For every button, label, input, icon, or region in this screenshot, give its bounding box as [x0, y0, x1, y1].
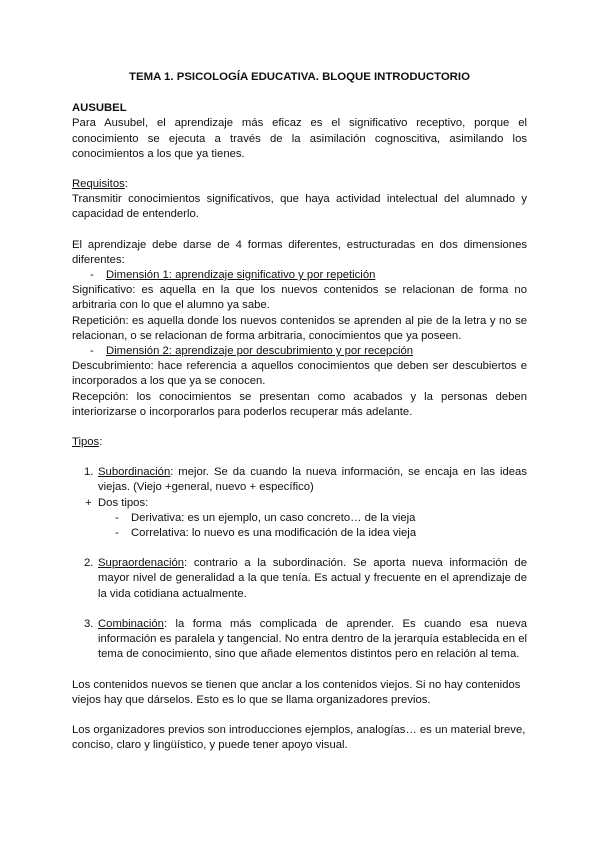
dimension-2-item	[72, 344, 527, 359]
dimension-1-label: Dimensión 1: aprendizaje significativo y por repetición	[106, 269, 376, 282]
tipo-supraordenacion-item	[72, 556, 527, 602]
dash-bullet: -	[90, 345, 94, 358]
formas-intro-paragraph: El aprendizaje debe darse de 4 formas diferentes, estructuradas en dos dimensiones diferentes:	[72, 238, 527, 266]
list-number: 1.	[84, 466, 94, 479]
requisitos-colon: :	[124, 178, 128, 191]
dash-bullet: -	[115, 527, 119, 540]
descubrimiento-paragraph: Descubrimiento: hace referencia a aquellos conocimientos que deben ser descubiertos e incorporados a los que ya se conocen.	[72, 360, 527, 388]
requisitos-paragraph: Transmitir conocimientos significativos, que haya actividad intelectual del alumnado y capacidad de entenderlo.	[72, 193, 527, 221]
recepcion-paragraph: Recepción: los conocimientos se presentan como acabados y la personas deben interiorizarse o incorporarlos para poderlos recuperar más adelante.	[72, 390, 527, 418]
list-number: 3.	[84, 617, 94, 630]
repeticion-paragraph: Repetición: es aquella donde los nuevos contenidos se aprenden al pie de la letra y no se relacionan, o se relacionan de forma arbitraria, conocimientos que ya poseen.	[72, 314, 527, 342]
derivativa-text: Derivativa: es un ejemplo, un caso concreto… de la vieja	[131, 511, 416, 524]
plus-bullet: +	[85, 496, 92, 509]
tipo-term: Supraordenación	[98, 557, 185, 570]
tipo-term: Subordinación	[98, 466, 171, 479]
dos-tipos-label: Dos tipos:	[98, 496, 149, 509]
tipo-description: : la forma más complicada de aprender. Es cuando esa nueva información es paralela y tangencial. No entra dentro de la jerarquía establecida en el tema de conocimiento, sino que añade elementos distintos pero en relación al tema.	[98, 617, 527, 661]
requisitos-heading	[72, 177, 527, 192]
dimension-1-item	[72, 268, 527, 283]
tipo-term: Combinación	[98, 617, 164, 630]
dos-tipos-item	[72, 496, 527, 511]
organizadores-paragraph-2: Los organizadores previos son introducciones ejemplos, analogías… es un material breve, conciso, claro y lingüístico, y puede tener apoyo visual.	[72, 723, 526, 752]
tipo-combinacion-item	[72, 617, 527, 663]
dash-bullet: -	[115, 511, 119, 524]
requisitos-label: Requisitos	[72, 178, 125, 191]
correlativa-item	[72, 526, 527, 541]
section-heading-ausubel: AUSUBEL	[72, 102, 127, 115]
derivativa-item	[72, 511, 527, 526]
tipo-description: : contrario a la subordinación. Se aporta nueva información de mayor nivel de generalidad a la que tenía. Es actual y frecuente en el aprendizaje de la vida cotidiana actualmente.	[98, 557, 527, 600]
tipo-description: : mejor. Se da cuando la nueva información, se encaja en las ideas viejas. (Viejo +general, nuevo + específico)	[98, 466, 527, 494]
tipo-subordinacion-item	[72, 465, 527, 495]
tipos-colon: :	[99, 436, 103, 449]
significativo-paragraph: Significativo: es aquella en la que los nuevos contenidos se relacionan de forma no arbitraria con lo que el alumno ya sabe.	[72, 284, 527, 312]
ausubel-paragraph: Para Ausubel, el aprendizaje más eficaz es el significativo receptivo, porque el conocimiento se ejecuta a través de la asimilación cognoscitiva, asimilando los conocimientos a los que ya tienes.	[72, 117, 527, 160]
dimension-2-label: Dimensión 2: aprendizaje por descubrimiento y por recepción	[106, 345, 414, 358]
correlativa-text: Correlativa: lo nuevo es una modificación de la idea vieja	[131, 527, 417, 540]
document-title: TEMA 1. PSICOLOGÍA EDUCATIVA. BLOQUE INTRODUCTORIO	[129, 71, 470, 83]
organizadores-paragraph-1: Los contenidos nuevos se tienen que anclar a los contenidos viejos. Si no hay contenidos viejos hay que dárselos. Esto es lo que se llama organizadores previos.	[72, 678, 521, 706]
tipos-label: Tipos	[72, 436, 100, 449]
tipos-heading	[72, 435, 527, 450]
list-number: 2.	[84, 557, 94, 570]
dash-bullet: -	[90, 269, 94, 282]
document-page	[72, 70, 527, 753]
